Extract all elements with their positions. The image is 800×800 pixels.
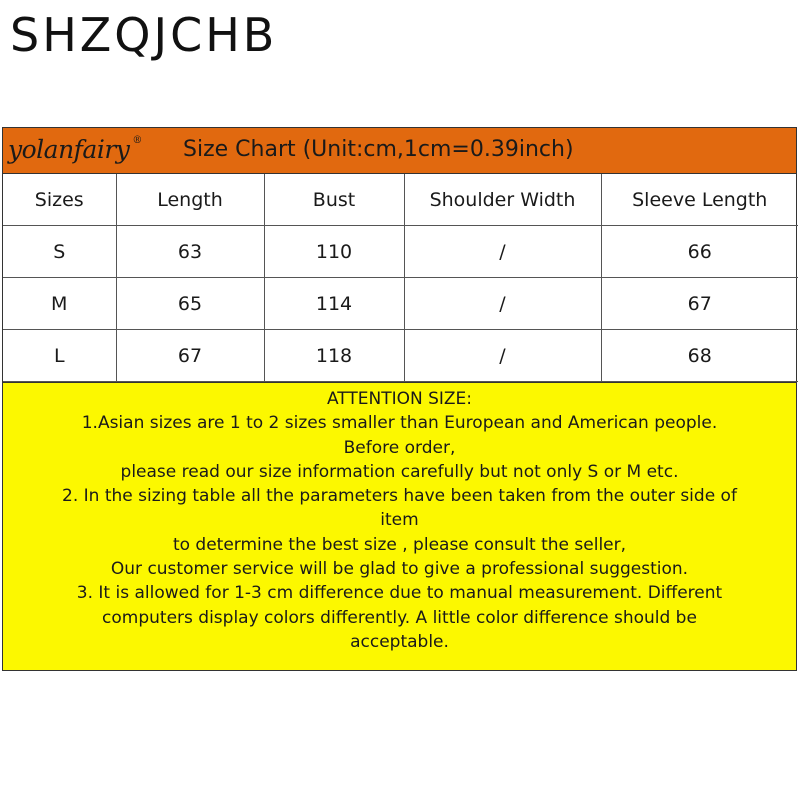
size-chart-banner [3, 128, 796, 174]
notice-line: 1.Asian sizes are 1 to 2 sizes smaller than European and American people. [81, 413, 718, 434]
table-cell: 67 [116, 330, 264, 382]
table-row [3, 278, 798, 330]
table-cell: / [404, 226, 601, 278]
notice-line: item [380, 510, 419, 531]
notice-line: 2. In the sizing table all the parameters have been taken from the outer side of [62, 486, 737, 507]
notice-line: to determine the best size , please consult the seller, [172, 534, 627, 555]
table-cell: 66 [601, 226, 798, 278]
table-cell: 114 [264, 278, 404, 330]
table-row [3, 226, 798, 278]
size-chart [2, 127, 797, 671]
table-cell: 110 [264, 226, 404, 278]
header-sleeve-length: Sleeve Length [601, 174, 798, 226]
header-shoulder-width: Shoulder Width [404, 174, 601, 226]
table-cell: L [3, 330, 116, 382]
size-chart-title: Size Chart (Unit:cm,1cm=0.39inch) [183, 137, 574, 162]
table-cell: 68 [601, 330, 798, 382]
table-cell: / [404, 278, 601, 330]
brand-title: SHZQJCHB [10, 8, 278, 62]
table-cell: 118 [264, 330, 404, 382]
table-row [3, 330, 798, 382]
table-cell: / [404, 330, 601, 382]
brand-logo [8, 134, 142, 164]
notice-line: Before order, [343, 437, 456, 458]
notice-line: Our customer service will be glad to give a professional suggestion. [110, 559, 689, 580]
notice-line: 3. It is allowed for 1-3 cm difference due to manual measurement. Different [76, 583, 723, 604]
notice-line: please read our size information carefully but not only S or M etc. [120, 461, 679, 482]
notice-line: computers display colors differently. A little color difference should be [102, 607, 697, 628]
table-cell: 65 [116, 278, 264, 330]
header-bust: Bust [264, 174, 404, 226]
header-sizes: Sizes [3, 174, 116, 226]
table-cell: S [3, 226, 116, 278]
logo-text: yolanfairy [8, 135, 130, 164]
table-cell: 63 [116, 226, 264, 278]
registered-mark: ® [132, 134, 142, 146]
notice-line: acceptable. [350, 631, 449, 652]
header-length: Length [116, 174, 264, 226]
table-header-row [3, 174, 798, 226]
size-table [3, 174, 798, 382]
table-cell: 67 [601, 278, 798, 330]
table-cell: M [3, 278, 116, 330]
notice-heading: ATTENTION SIZE: [326, 389, 473, 409]
attention-notice [3, 382, 796, 670]
